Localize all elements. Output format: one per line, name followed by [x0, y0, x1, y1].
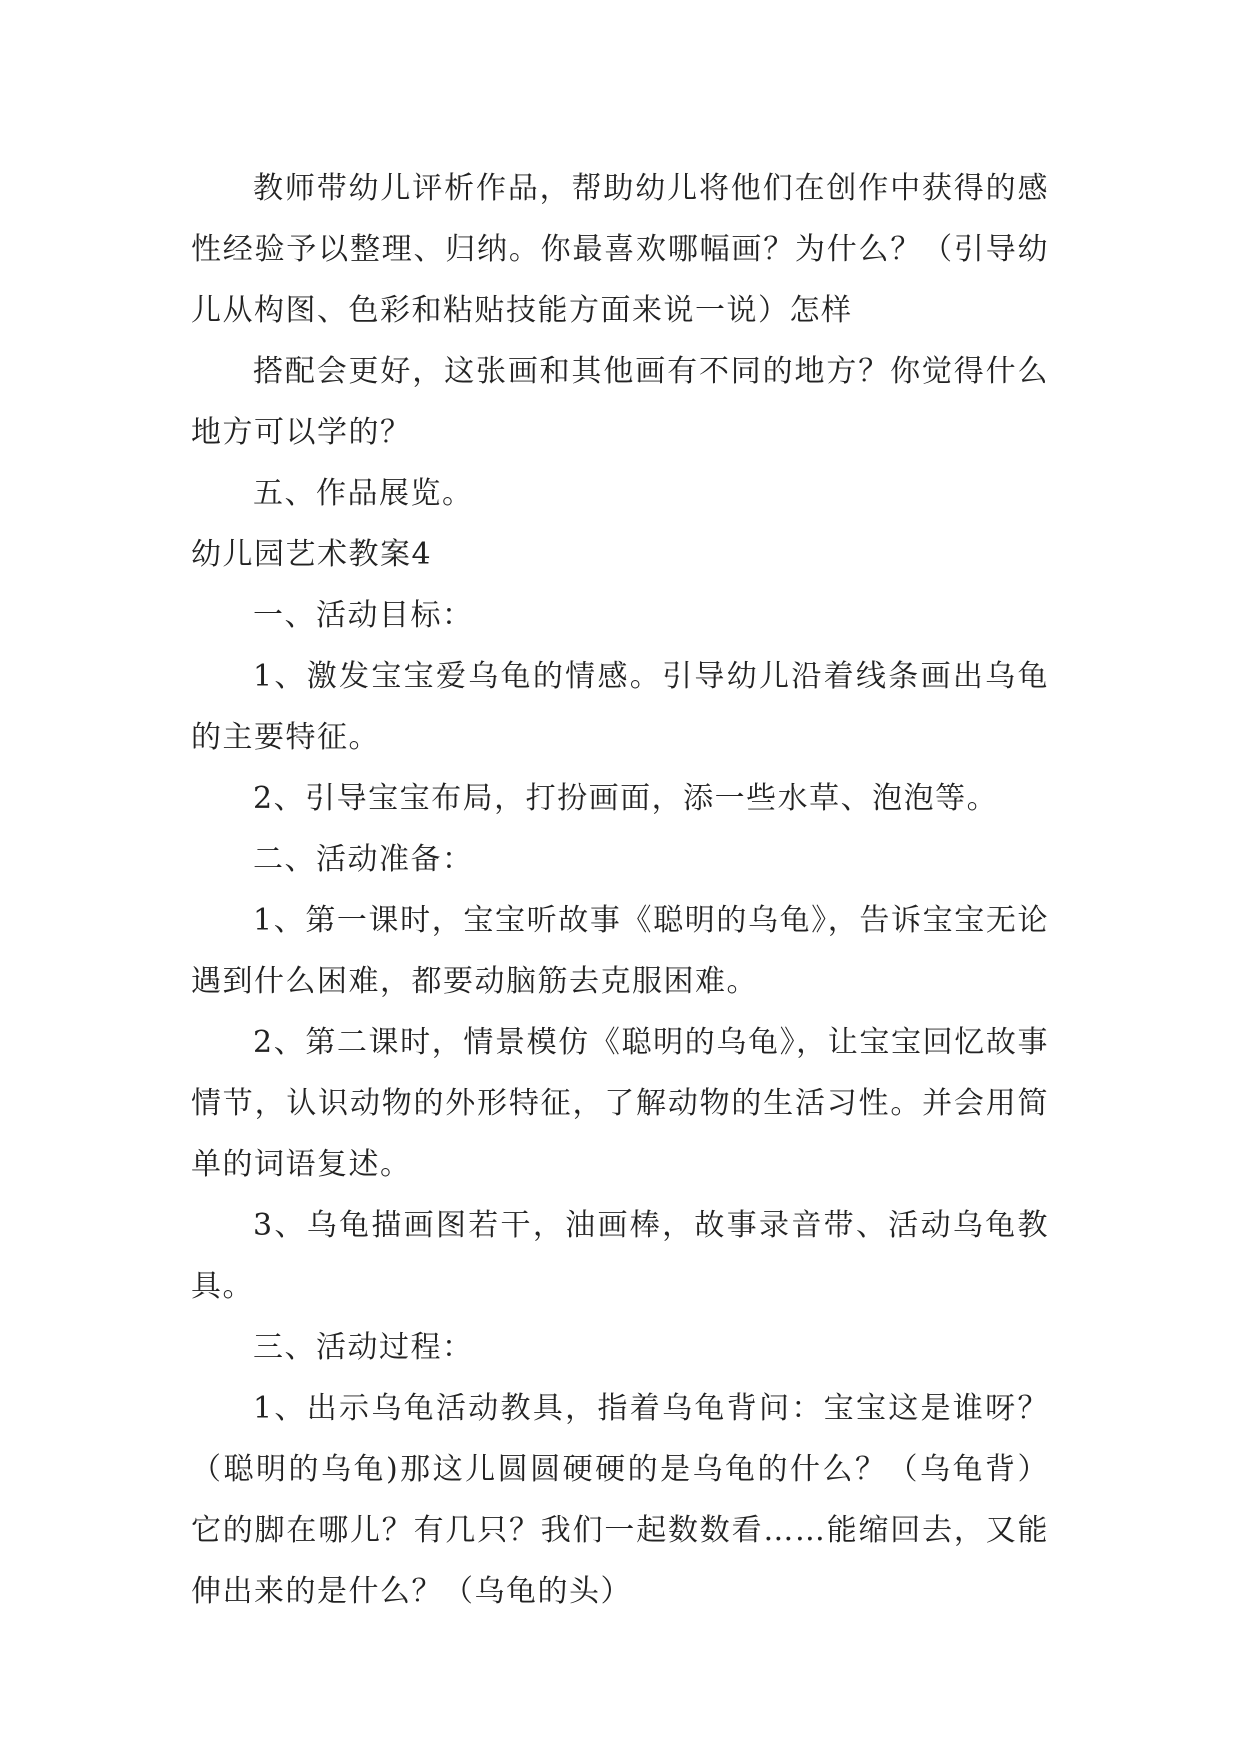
section-goals-heading: 一、活动目标： [253, 598, 474, 633]
section-five-exhibition: 五、作品展览。 [253, 476, 474, 511]
paragraph-evaluate-works: 教师带幼儿评析作品，帮助幼儿将他们在创作中获得的感性经验予以整理、归纳。你最喜欢哪幅画？为什么？（引导幼儿从构图、色彩和粘贴技能方面来说一说）怎样 [191, 171, 1049, 328]
preparation-item-3: 3、乌龟描画图若干，油画棒，故事录音带、活动乌龟教具。 [191, 1208, 1049, 1304]
section-process-heading: 三、活动过程： [253, 1330, 474, 1365]
document-body [191, 158, 1049, 1622]
process-item-1: 1、出示乌龟活动教具，指着乌龟背问：宝宝这是谁呀？（聪明的乌龟)那这儿圆圆硬硬的是乌龟的什么？（乌龟背）它的脚在哪儿？有几只？我们一起数数看……能缩回去，又能伸出来的是什么？（乌龟的头） [191, 1391, 1049, 1609]
preparation-item-1: 1、第一课时，宝宝听故事《聪明的乌龟》，告诉宝宝无论遇到什么困难，都要动脑筋去克服困难。 [191, 903, 1049, 999]
lesson-plan-title: 幼儿园艺术教案4 [191, 537, 433, 572]
preparation-item-2: 2、第二课时，情景模仿《聪明的乌龟》，让宝宝回忆故事情节，认识动物的外形特征，了解动物的生活习性。并会用简单的词语复述。 [191, 1025, 1049, 1182]
paragraph-matching: 搭配会更好，这张画和其他画有不同的地方？你觉得什么地方可以学的？ [191, 354, 1049, 450]
goal-item-1: 1、激发宝宝爱乌龟的情感。引导幼儿沿着线条画出乌龟的主要特征。 [191, 659, 1049, 755]
goal-item-2: 2、引导宝宝布局，打扮画面，添一些水草、泡泡等。 [253, 781, 999, 816]
section-preparation-heading: 二、活动准备： [253, 842, 474, 877]
